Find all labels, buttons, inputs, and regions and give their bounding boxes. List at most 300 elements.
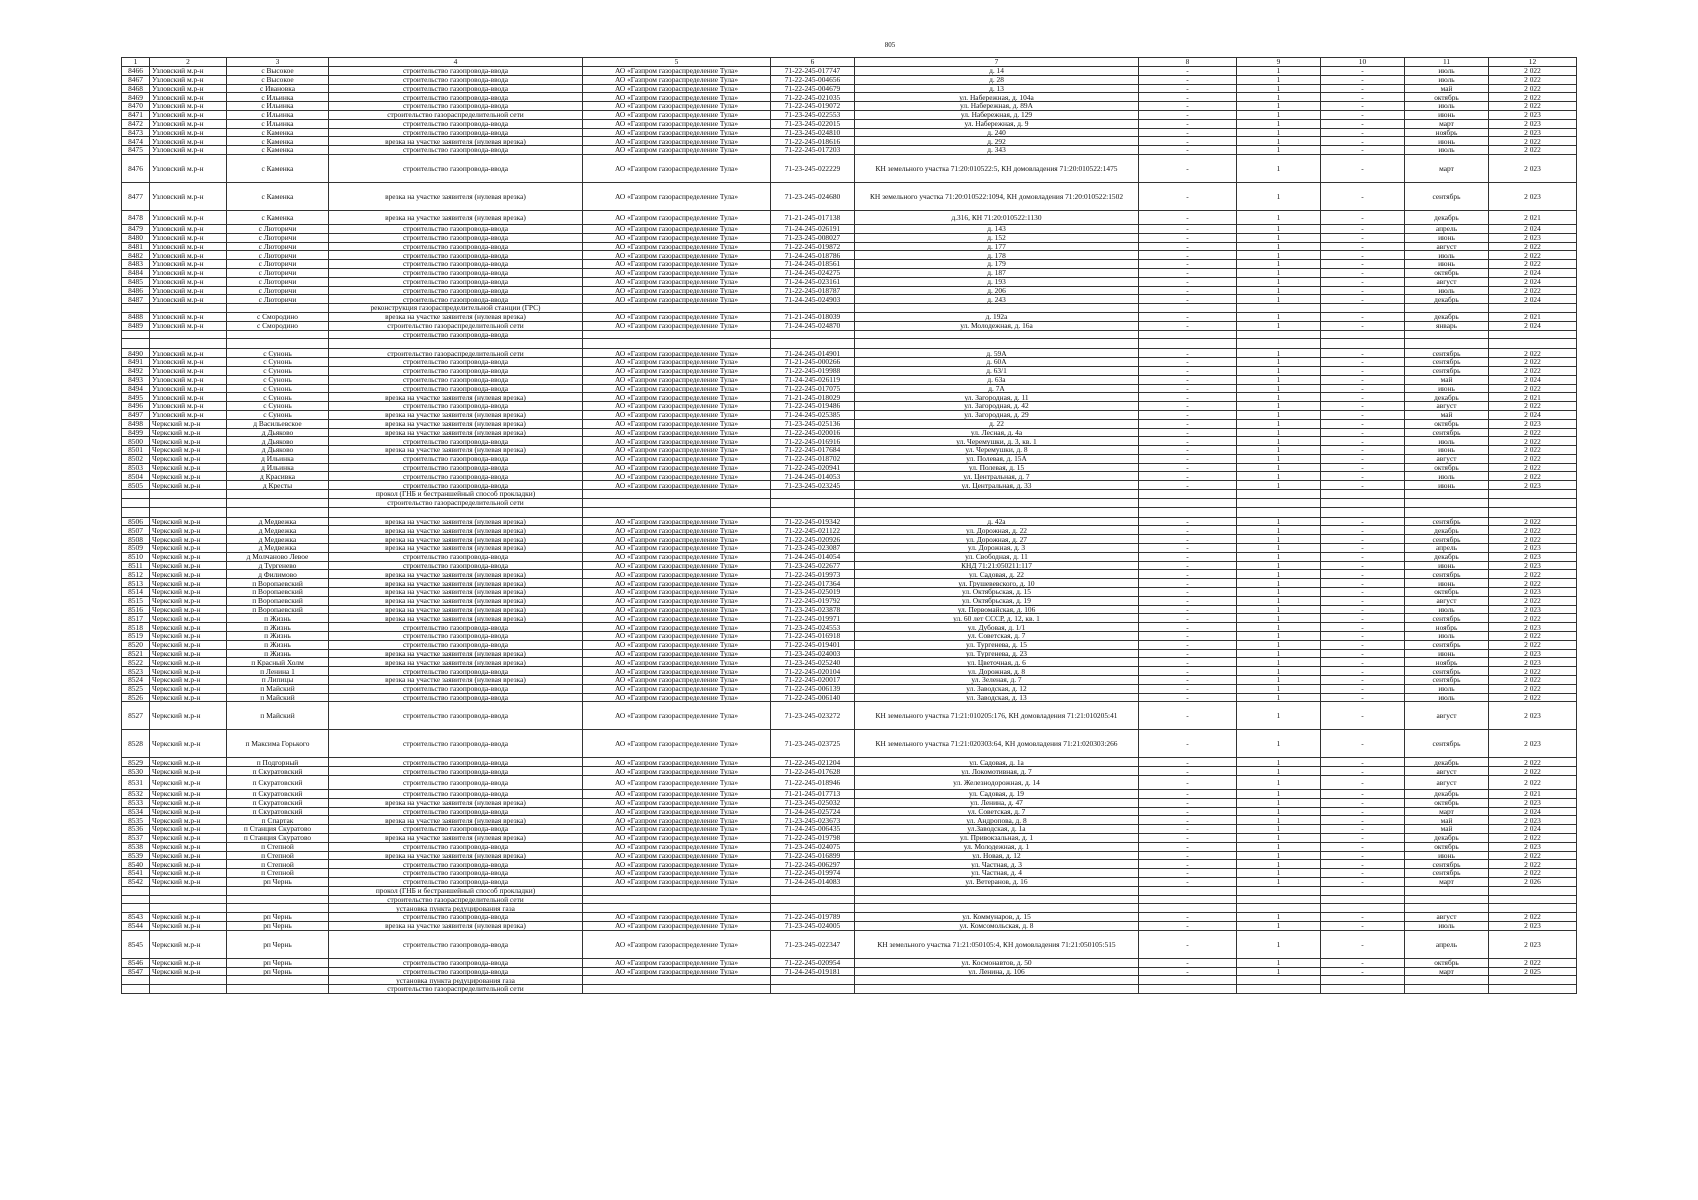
cell-organization: АО «Газпром газораспределение Тула» bbox=[583, 312, 771, 321]
cell-col-9: 1 bbox=[1237, 67, 1321, 76]
cell-district: Узловский м.р-н bbox=[150, 277, 227, 286]
table-row bbox=[122, 498, 1577, 507]
cell-month: сентябрь bbox=[1405, 570, 1489, 579]
cell-application-number: 71-24-245-023161 bbox=[771, 277, 855, 286]
header-cell: 8 bbox=[1139, 58, 1237, 67]
cell-application-number: 71-23-245-023272 bbox=[771, 702, 855, 730]
cell-col-8: - bbox=[1139, 146, 1237, 155]
table-row bbox=[122, 825, 1577, 834]
cell-month: июль bbox=[1405, 921, 1489, 930]
cell-address: ул. Частная, д. 4 bbox=[855, 869, 1139, 878]
cell-district: Черкский м.р-н bbox=[150, 930, 227, 958]
cell-month: октябрь bbox=[1405, 93, 1489, 102]
cell-work-type: врезка на участке заявителя (нулевая врезка) bbox=[329, 393, 583, 402]
cell-organization: АО «Газпром газораспределение Тула» bbox=[583, 295, 771, 304]
cell-month: август bbox=[1405, 767, 1489, 776]
cell-month: сентябрь bbox=[1405, 614, 1489, 623]
cell-row-number: 8481 bbox=[122, 242, 150, 251]
cell-work-type: строительство газопровода-ввода bbox=[329, 877, 583, 886]
cell-month bbox=[1405, 507, 1489, 517]
cell-col-8: - bbox=[1139, 260, 1237, 269]
cell-row-number: 8508 bbox=[122, 535, 150, 544]
cell-district: Черкский м.р-н bbox=[150, 921, 227, 930]
cell-month: май bbox=[1405, 410, 1489, 419]
cell-row-number: 8534 bbox=[122, 807, 150, 816]
cell-row-number: 8471 bbox=[122, 110, 150, 119]
cell-year: 2 023 bbox=[1489, 128, 1577, 137]
cell-application-number: 71-22-245-018616 bbox=[771, 137, 855, 146]
cell-col-9: 1 bbox=[1237, 286, 1321, 295]
cell-address: ул. Садовая, д. 22 bbox=[855, 570, 1139, 579]
cell-col-9 bbox=[1237, 895, 1321, 904]
cell-year: 2 023 bbox=[1489, 605, 1577, 614]
cell-district: Узловский м.р-н bbox=[150, 402, 227, 411]
cell-settlement: с Ивановка bbox=[227, 84, 329, 93]
cell-month: сентябрь bbox=[1405, 676, 1489, 685]
cell-year: 2 024 bbox=[1489, 375, 1577, 384]
table-row bbox=[122, 233, 1577, 242]
cell-application-number: 71-22-245-017075 bbox=[771, 384, 855, 393]
cell-col-8: - bbox=[1139, 676, 1237, 685]
table-row bbox=[122, 676, 1577, 685]
cell-address: КНД 71:21:050211:117 bbox=[855, 561, 1139, 570]
cell-organization: АО «Газпром газораспределение Тула» bbox=[583, 579, 771, 588]
cell-month: сентябрь bbox=[1405, 730, 1489, 758]
cell-year bbox=[1489, 895, 1577, 904]
cell-work-type: прокол (ГНБ и бестраншейный способ прокладки) bbox=[329, 490, 583, 499]
cell-organization bbox=[583, 339, 771, 349]
cell-col-10: - bbox=[1321, 535, 1405, 544]
cell-address bbox=[855, 904, 1139, 913]
cell-year: 2 023 bbox=[1489, 544, 1577, 553]
cell-row-number: 8505 bbox=[122, 481, 150, 490]
cell-settlement: п Ленина 1 bbox=[227, 667, 329, 676]
cell-settlement bbox=[227, 895, 329, 904]
cell-col-9: 1 bbox=[1237, 137, 1321, 146]
table-row bbox=[122, 851, 1577, 860]
cell-work-type: строительство газопровода-ввода bbox=[329, 869, 583, 878]
cell-work-type: врезка на участке заявителя (нулевая врезка) bbox=[329, 588, 583, 597]
cell-work-type bbox=[329, 507, 583, 517]
cell-col-9 bbox=[1237, 330, 1321, 339]
cell-row-number: 8496 bbox=[122, 402, 150, 411]
table-row bbox=[122, 579, 1577, 588]
cell-month: июнь bbox=[1405, 579, 1489, 588]
cell-col-10: - bbox=[1321, 410, 1405, 419]
cell-address bbox=[855, 304, 1139, 313]
cell-col-10: - bbox=[1321, 146, 1405, 155]
cell-col-9: 1 bbox=[1237, 833, 1321, 842]
cell-year: 2 023 bbox=[1489, 552, 1577, 561]
cell-row-number: 8546 bbox=[122, 958, 150, 967]
cell-year: 2 023 bbox=[1489, 119, 1577, 128]
table-row bbox=[122, 895, 1577, 904]
cell-row-number: 8476 bbox=[122, 154, 150, 182]
cell-row-number: 8480 bbox=[122, 233, 150, 242]
table-row bbox=[122, 110, 1577, 119]
cell-year bbox=[1489, 490, 1577, 499]
cell-month: июль bbox=[1405, 75, 1489, 84]
table-row bbox=[122, 93, 1577, 102]
cell-month: август bbox=[1405, 242, 1489, 251]
cell-col-8: - bbox=[1139, 366, 1237, 375]
cell-col-8: - bbox=[1139, 579, 1237, 588]
cell-settlement: д Ильинка bbox=[227, 463, 329, 472]
cell-settlement: д Васильевское bbox=[227, 419, 329, 428]
cell-work-type: прокол (ГНБ и бестраншейный способ прокладки) bbox=[329, 886, 583, 895]
cell-month: декабрь bbox=[1405, 790, 1489, 799]
cell-work-type: строительство газопровода-ввода bbox=[329, 552, 583, 561]
cell-col-8: - bbox=[1139, 268, 1237, 277]
cell-organization: АО «Газпром газораспределение Тула» bbox=[583, 84, 771, 93]
cell-work-type: врезка на участке заявителя (нулевая врезка) bbox=[329, 570, 583, 579]
cell-district: Черкский м.р-н bbox=[150, 807, 227, 816]
cell-row-number: 8528 bbox=[122, 730, 150, 758]
cell-district bbox=[150, 339, 227, 349]
cell-col-8: - bbox=[1139, 233, 1237, 242]
cell-col-10: - bbox=[1321, 93, 1405, 102]
cell-col-10: - bbox=[1321, 614, 1405, 623]
cell-work-type: строительство газопровода-ввода bbox=[329, 472, 583, 481]
cell-year bbox=[1489, 304, 1577, 313]
cell-organization: АО «Газпром газораспределение Тула» bbox=[583, 702, 771, 730]
cell-year bbox=[1489, 886, 1577, 895]
cell-col-9: 1 bbox=[1237, 544, 1321, 553]
cell-district: Узловский м.р-н bbox=[150, 110, 227, 119]
table-row bbox=[122, 446, 1577, 455]
cell-month bbox=[1405, 985, 1489, 994]
cell-col-10: - bbox=[1321, 402, 1405, 411]
cell-row-number: 8531 bbox=[122, 776, 150, 790]
cell-col-10: - bbox=[1321, 102, 1405, 111]
cell-application-number: 71-23-245-025032 bbox=[771, 798, 855, 807]
cell-address: КН земельного участка 71:20:010522:1094, КН домовладения 71:20:010522:1502 bbox=[855, 182, 1139, 210]
cell-col-10: - bbox=[1321, 233, 1405, 242]
table-row bbox=[122, 985, 1577, 994]
cell-col-9: 1 bbox=[1237, 321, 1321, 330]
cell-work-type: строительство газопровода-ввода bbox=[329, 860, 583, 869]
table-row bbox=[122, 702, 1577, 730]
table-row bbox=[122, 790, 1577, 799]
cell-address: ул. Коммунаров, д. 15 bbox=[855, 913, 1139, 922]
cell-application-number: 71-24-245-025385 bbox=[771, 410, 855, 419]
cell-organization: АО «Газпром газораспределение Тула» bbox=[583, 410, 771, 419]
cell-row-number: 8541 bbox=[122, 869, 150, 878]
cell-col-8: - bbox=[1139, 623, 1237, 632]
cell-organization: АО «Газпром газораспределение Тула» bbox=[583, 182, 771, 210]
cell-application-number: 71-22-245-020017 bbox=[771, 676, 855, 685]
cell-district: Узловский м.р-н bbox=[150, 233, 227, 242]
cell-application-number: 71-23-245-024553 bbox=[771, 623, 855, 632]
cell-address bbox=[855, 886, 1139, 895]
cell-row-number: 8536 bbox=[122, 825, 150, 834]
cell-col-8: - bbox=[1139, 561, 1237, 570]
cell-month: сентябрь bbox=[1405, 182, 1489, 210]
cell-month: июнь bbox=[1405, 384, 1489, 393]
cell-work-type: строительство газопровода-ввода bbox=[329, 967, 583, 976]
cell-col-10: - bbox=[1321, 419, 1405, 428]
cell-col-9: 1 bbox=[1237, 658, 1321, 667]
cell-application-number: 71-23-245-024005 bbox=[771, 921, 855, 930]
cell-address: д. 7А bbox=[855, 384, 1139, 393]
cell-col-8 bbox=[1139, 498, 1237, 507]
cell-month bbox=[1405, 886, 1489, 895]
cell-organization: АО «Газпром газораспределение Тула» bbox=[583, 321, 771, 330]
cell-month: май bbox=[1405, 816, 1489, 825]
cell-col-10: - bbox=[1321, 75, 1405, 84]
cell-col-10: - bbox=[1321, 967, 1405, 976]
cell-work-type: строительство газопровода-ввода bbox=[329, 632, 583, 641]
cell-year: 2 022 bbox=[1489, 570, 1577, 579]
cell-col-8 bbox=[1139, 985, 1237, 994]
table-row bbox=[122, 561, 1577, 570]
cell-settlement: с Каменка bbox=[227, 210, 329, 224]
cell-col-10 bbox=[1321, 904, 1405, 913]
cell-col-10: - bbox=[1321, 851, 1405, 860]
cell-col-8: - bbox=[1139, 552, 1237, 561]
cell-settlement: рп Чернь bbox=[227, 877, 329, 886]
cell-col-8: - bbox=[1139, 967, 1237, 976]
cell-row-number: 8542 bbox=[122, 877, 150, 886]
cell-settlement: п Липицы bbox=[227, 676, 329, 685]
cell-organization: АО «Газпром газораспределение Тула» bbox=[583, 251, 771, 260]
cell-application-number: 71-22-245-021204 bbox=[771, 758, 855, 767]
cell-work-type: строительство газопровода-ввода bbox=[329, 702, 583, 730]
cell-application-number: 71-24-245-006435 bbox=[771, 825, 855, 834]
cell-settlement: п Степной bbox=[227, 869, 329, 878]
cell-row-number: 8527 bbox=[122, 702, 150, 730]
cell-col-8: - bbox=[1139, 816, 1237, 825]
cell-col-9: 1 bbox=[1237, 182, 1321, 210]
cell-settlement: д Дьяково bbox=[227, 428, 329, 437]
cell-work-type: строительство газораспределительной сети bbox=[329, 349, 583, 358]
cell-row-number: 8483 bbox=[122, 260, 150, 269]
cell-col-10 bbox=[1321, 498, 1405, 507]
cell-col-10: - bbox=[1321, 242, 1405, 251]
cell-application-number bbox=[771, 976, 855, 985]
cell-month: март bbox=[1405, 877, 1489, 886]
table-row bbox=[122, 210, 1577, 224]
cell-work-type: врезка на участке заявителя (нулевая врезка) bbox=[329, 605, 583, 614]
cell-year: 2 022 bbox=[1489, 767, 1577, 776]
cell-organization: АО «Газпром газораспределение Тула» bbox=[583, 860, 771, 869]
cell-address: ул. Загородная, д. 42 bbox=[855, 402, 1139, 411]
table-row bbox=[122, 295, 1577, 304]
table-row bbox=[122, 268, 1577, 277]
table-row bbox=[122, 886, 1577, 895]
cell-organization: АО «Газпром газораспределение Тула» bbox=[583, 667, 771, 676]
cell-district bbox=[150, 498, 227, 507]
table-row bbox=[122, 869, 1577, 878]
cell-col-8: - bbox=[1139, 128, 1237, 137]
cell-address: КН земельного участка 71:20:010522:5, КН домовладения 71:20:010522:1475 bbox=[855, 154, 1139, 182]
cell-row-number: 8512 bbox=[122, 570, 150, 579]
cell-col-8: - bbox=[1139, 182, 1237, 210]
cell-district: Черкский м.р-н bbox=[150, 535, 227, 544]
cell-col-9: 1 bbox=[1237, 295, 1321, 304]
table-row bbox=[122, 730, 1577, 758]
cell-col-10: - bbox=[1321, 428, 1405, 437]
cell-district: Черкский м.р-н bbox=[150, 588, 227, 597]
cell-row-number bbox=[122, 976, 150, 985]
cell-organization: АО «Газпром газораспределение Тула» bbox=[583, 767, 771, 776]
cell-row-number: 8513 bbox=[122, 579, 150, 588]
cell-row-number: 8543 bbox=[122, 913, 150, 922]
cell-settlement: д Молчаново Левое bbox=[227, 552, 329, 561]
cell-month: сентябрь bbox=[1405, 349, 1489, 358]
cell-month: ноябрь bbox=[1405, 128, 1489, 137]
cell-month: июль bbox=[1405, 437, 1489, 446]
cell-year: 2 022 bbox=[1489, 384, 1577, 393]
cell-col-9: 1 bbox=[1237, 472, 1321, 481]
cell-address: ул. Дорожная, д. 22 bbox=[855, 526, 1139, 535]
header-cell: 4 bbox=[329, 58, 583, 67]
cell-district: Узловский м.р-н bbox=[150, 321, 227, 330]
cell-settlement bbox=[227, 985, 329, 994]
cell-settlement bbox=[227, 330, 329, 339]
cell-application-number: 71-24-245-024870 bbox=[771, 321, 855, 330]
cell-settlement bbox=[227, 339, 329, 349]
cell-settlement: с Высокое bbox=[227, 75, 329, 84]
cell-year: 2 022 bbox=[1489, 869, 1577, 878]
cell-organization: АО «Газпром газораспределение Тула» bbox=[583, 224, 771, 233]
cell-year: 2 022 bbox=[1489, 596, 1577, 605]
cell-col-10: - bbox=[1321, 658, 1405, 667]
cell-month: сентябрь bbox=[1405, 860, 1489, 869]
cell-month: июль bbox=[1405, 472, 1489, 481]
table-row bbox=[122, 693, 1577, 702]
table-row bbox=[122, 605, 1577, 614]
cell-district: Узловский м.р-н bbox=[150, 375, 227, 384]
cell-col-8: - bbox=[1139, 958, 1237, 967]
cell-col-8: - bbox=[1139, 137, 1237, 146]
cell-settlement: п Майский bbox=[227, 693, 329, 702]
cell-application-number bbox=[771, 507, 855, 517]
cell-month: март bbox=[1405, 154, 1489, 182]
cell-district: Узловский м.р-н bbox=[150, 137, 227, 146]
cell-month: июль bbox=[1405, 146, 1489, 155]
cell-row-number: 8479 bbox=[122, 224, 150, 233]
cell-row-number: 8470 bbox=[122, 102, 150, 111]
cell-col-9: 1 bbox=[1237, 588, 1321, 597]
cell-row-number: 8510 bbox=[122, 552, 150, 561]
cell-year: 2 024 bbox=[1489, 321, 1577, 330]
cell-col-10: - bbox=[1321, 930, 1405, 958]
cell-application-number: 71-21-245-017713 bbox=[771, 790, 855, 799]
cell-address: ул. Заводская, д. 13 bbox=[855, 693, 1139, 702]
cell-month: август bbox=[1405, 454, 1489, 463]
cell-col-9: 1 bbox=[1237, 526, 1321, 535]
cell-address: ул. Ленина, д. 47 bbox=[855, 798, 1139, 807]
cell-address: ул. Тургенева, д. 15 bbox=[855, 640, 1139, 649]
cell-organization: АО «Газпром газораспределение Тула» bbox=[583, 154, 771, 182]
cell-row-number: 8492 bbox=[122, 366, 150, 375]
cell-row-number: 8501 bbox=[122, 446, 150, 455]
table-row bbox=[122, 67, 1577, 76]
cell-work-type: врезка на участке заявителя (нулевая врезка) bbox=[329, 798, 583, 807]
cell-year: 2 022 bbox=[1489, 93, 1577, 102]
cell-address: ул. Частная, д. 3 bbox=[855, 860, 1139, 869]
cell-year: 2 022 bbox=[1489, 137, 1577, 146]
table-row bbox=[122, 588, 1577, 597]
cell-year: 2 026 bbox=[1489, 877, 1577, 886]
cell-district bbox=[150, 985, 227, 994]
cell-year: 2 023 bbox=[1489, 921, 1577, 930]
cell-row-number: 8529 bbox=[122, 758, 150, 767]
cell-application-number: 71-24-245-014053 bbox=[771, 472, 855, 481]
table-row bbox=[122, 146, 1577, 155]
cell-organization: АО «Газпром газораспределение Тула» bbox=[583, 472, 771, 481]
cell-settlement: с Каменка bbox=[227, 154, 329, 182]
cell-col-8: - bbox=[1139, 84, 1237, 93]
cell-year: 2 022 bbox=[1489, 667, 1577, 676]
cell-application-number: 71-22-245-019974 bbox=[771, 869, 855, 878]
cell-work-type: врезка на участке заявителя (нулевая врезка) bbox=[329, 419, 583, 428]
cell-address: д. 152 bbox=[855, 233, 1139, 242]
table-row bbox=[122, 632, 1577, 641]
cell-col-10: - bbox=[1321, 321, 1405, 330]
table-row bbox=[122, 967, 1577, 976]
table-row bbox=[122, 251, 1577, 260]
cell-organization bbox=[583, 886, 771, 895]
cell-month: август bbox=[1405, 776, 1489, 790]
cell-col-8: - bbox=[1139, 102, 1237, 111]
cell-settlement: с Смородино bbox=[227, 312, 329, 321]
cell-district: Черкский м.р-н bbox=[150, 967, 227, 976]
cell-settlement: с Высокое bbox=[227, 67, 329, 76]
cell-col-10: - bbox=[1321, 544, 1405, 553]
table-row bbox=[122, 330, 1577, 339]
cell-year: 2 023 bbox=[1489, 730, 1577, 758]
cell-work-type: строительство газораспределительной сети bbox=[329, 321, 583, 330]
cell-month: сентябрь bbox=[1405, 358, 1489, 367]
cell-col-10: - bbox=[1321, 277, 1405, 286]
cell-work-type: строительство газопровода-ввода bbox=[329, 295, 583, 304]
cell-work-type: строительство газопровода-ввода bbox=[329, 623, 583, 632]
cell-col-8: - bbox=[1139, 842, 1237, 851]
cell-organization bbox=[583, 976, 771, 985]
cell-month: декабрь bbox=[1405, 526, 1489, 535]
cell-month: декабрь bbox=[1405, 393, 1489, 402]
cell-month bbox=[1405, 498, 1489, 507]
cell-col-9: 1 bbox=[1237, 967, 1321, 976]
cell-address bbox=[855, 330, 1139, 339]
cell-settlement: с Ильинка bbox=[227, 110, 329, 119]
cell-district: Черкский м.р-н bbox=[150, 816, 227, 825]
cell-organization bbox=[583, 895, 771, 904]
cell-organization: АО «Газпром газораспределение Тула» bbox=[583, 128, 771, 137]
cell-work-type: строительство газопровода-ввода bbox=[329, 384, 583, 393]
cell-year bbox=[1489, 976, 1577, 985]
cell-col-10: - bbox=[1321, 807, 1405, 816]
cell-address: д. 178 bbox=[855, 251, 1139, 260]
cell-col-8: - bbox=[1139, 658, 1237, 667]
cell-month: декабрь bbox=[1405, 312, 1489, 321]
cell-address: д. 143 bbox=[855, 224, 1139, 233]
cell-settlement: с Люторичи bbox=[227, 260, 329, 269]
cell-settlement: с Люторичи bbox=[227, 242, 329, 251]
cell-month: октябрь bbox=[1405, 588, 1489, 597]
table-row bbox=[122, 454, 1577, 463]
cell-settlement: рп Чернь bbox=[227, 958, 329, 967]
cell-settlement: п Скуратовский bbox=[227, 798, 329, 807]
cell-settlement: с Сунонь bbox=[227, 375, 329, 384]
cell-col-10: - bbox=[1321, 833, 1405, 842]
cell-district: Черкский м.р-н bbox=[150, 825, 227, 834]
cell-year: 2 023 bbox=[1489, 842, 1577, 851]
cell-col-8: - bbox=[1139, 393, 1237, 402]
cell-organization: АО «Газпром газораспределение Тула» bbox=[583, 588, 771, 597]
